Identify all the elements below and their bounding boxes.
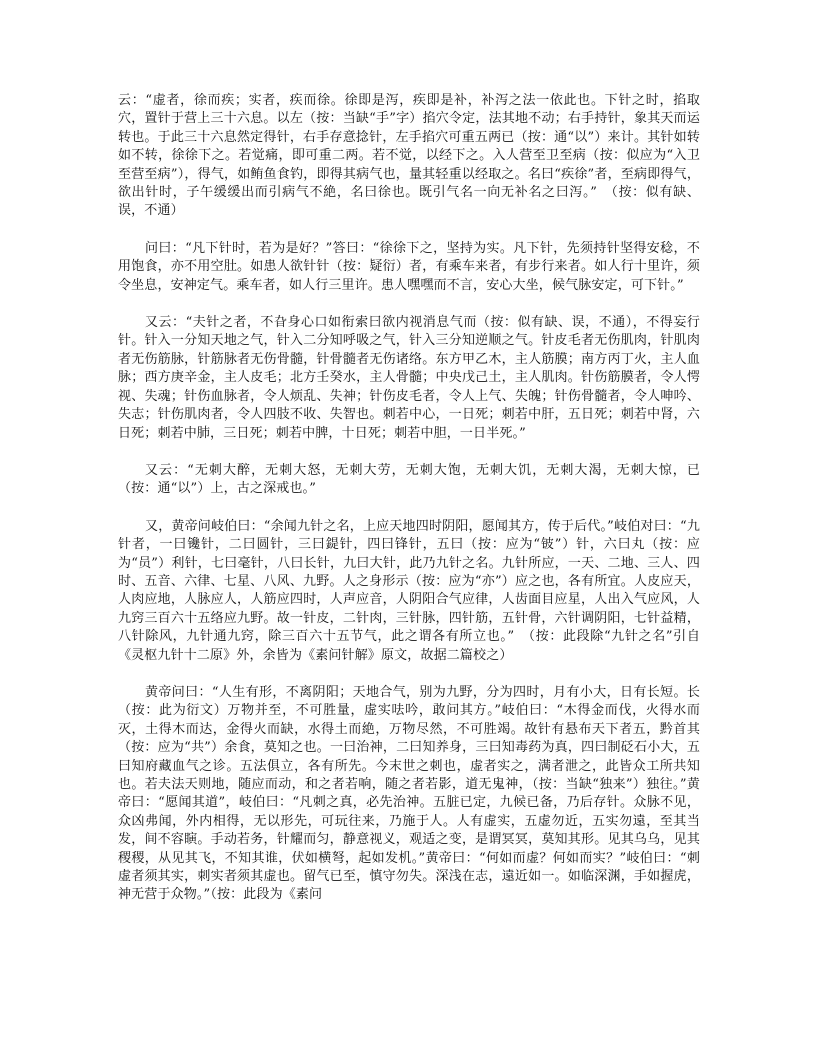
document-page xyxy=(118,92,700,924)
paragraph-1: 云：“虚者，徐而疾；实者，疾而徐。徐即是泻，疾即是补，补泻之法一依此也。下针之时，掐取穴，置针于营上三十六息。以左（按：当缺“手”字）掐穴令定，法其地不动；右手持针，象其天而运转也。于此三十六息然定得针，右手存意捻针，左手掐穴可重五两已（按：通“以”）来计。其针如转如不转，徐徐下之。若觉痛，即可重二两。若不觉，以经下之。入人营至卫至病（按：似应为“入卫至营至病”），得气，如鲔鱼食钓，即得其病气也，量其轻重以经取之。名曰“疾徐”者，至病即得气，欲出针时，子午缓缓出而引病气不絶，名曰徐也。既引气名一向无补名之曰泻。” （按：似有缺、误，不通） xyxy=(118,93,700,219)
paragraph-2: 问曰：“凡下针时，若为是好？”答曰：“徐徐下之，坚持为实。凡下针，先须持针坚得安稔，不用饱食，亦不用空肚。如患人欲针针（按：疑衍）者，有乘车来者，有步行来者。如人行十里许，须令坐息，安神定气。乘车者，如人行三里许。患人嘿嘿而不言，安心大坐，候气脉安定，可下针。” xyxy=(118,240,700,293)
paragraph-6: 黄帝问曰：“人生有形，不离阴阳；天地合气，别为九野，分为四时，月有小大，日有长短。长（按：此为衍文）万物并至，不可胜量，虚实呿吟，敢问其方。”岐伯曰：“木得金而伐，火得水而灭，土得木而达，金得火而缺，水得土而絶，万物尽然，不可胜竭。故针有悬布天下者五，黔首其（按：应为“共”）余食，莫知之也。一曰治神，二曰知养身，三曰知毒药为真，四曰制砭石小大，五曰知府藏血气之诊。五法俱立，各有所先。今末世之刺也，虚者实之，满者泄之，此皆众工所共知也。若夫法天则地，随应而动，和之者若响，随之者若影，道无鬼神，（按：当缺“独来”）独往。”黄帝曰：“愿闻其道”，岐伯曰：“凡刺之真，必先治神。五脏已定，九候已备，乃后存针。众脉不见，众凶弗闻，外内相得，无以形先，可玩往来，乃施于人。人有虚实，五虚勿近，五实勿遠，至其当发，间不容瞚。手动若务，针耀而匀，静意视义，观适之变，是谓冥冥，莫知其形。见其乌乌，见其稷稷，从见其飞，不知其谁，伏如横弩，起如发机。”黄帝曰：“何如而虚？何如而实？”岐伯曰：“刺虚者须其实，刺实者须其虚也。留气已至，慎守勿失。深浅在志，遠近如一。如临深渊，手如握虎，神无营于众物。”（按：此段为《素问 xyxy=(118,684,701,903)
paragraph-4: 又云：“无刺大醉，无刺大怒，无刺大劳，无刺大饱，无刺大饥，无刺大渴，无刺大惊，已（按：通“以”）上，古之深戒也。” xyxy=(118,462,700,497)
paragraph-5: 又，黄帝问岐伯曰：“余闻九针之名，上应天地四时阴阳，愿闻其方，传于后代。”岐伯对曰：“九针者，一曰镵针，二曰圆针，三曰鍉针，四曰锋针，五曰（按：应为“铍”）针，六曰丸（按：应为“员”）利针，七曰毫针，八曰长针，九曰大针，此乃九针之名。九针所应，一天、二地、三人、四时、五音、六律、七星、八风、九野。人之身形示（按：应为“亦”）应之也，各有所宜。人皮应天，人肉应地，人脉应人，人筋应四时，人声应音，人阴阳合气应律，人齿面目应星，人出入气应风，人九窍三百六十五络应九野。故一针皮，二针肉，三针脉，四针筋，五针骨，六针调阴阳，七针益精，八针除风，九针通九窍，除三百六十五节气，此之谓各有所立也。” （按：此段除“九针之名”引自《灵枢九针十二原》外，余皆为《素问针解》原文，故据二篇校之） xyxy=(118,518,700,663)
paragraph-3: 又云：“夫针之者，不旮身心口如衔索曰欲内视消息气而（按：似有缺、误，不通），不得妄行针。针入一分知天地之气，针入二分知呼吸之气，针入三分知逆顺之气。针皮毛者无伤肌肉，针肌肉者无伤筋脉，针筋脉者无伤骨髓，针骨髓者无伤诸络。东方甲乙木，主人筋膜；南方丙丁火，主人血脉；西方庚辛金，主人皮毛；北方壬癸水，主人骨髓；中央戊己土，主人肌肉。针伤筋膜者，令人愕视、失魂；针伤血脉者，令人烦乱、失神；针伤皮毛者，令人上气、失魄；针伤骨髓者，令人呻吟、失志；针伤肌肉者，令人四肢不收、失智也。刺若中心，一日死；刺若中肝，五日死；刺若中肾，六日死；刺若中肺，三日死；刺若中脾，十日死；刺若中胆，一日半死。” xyxy=(118,315,700,441)
